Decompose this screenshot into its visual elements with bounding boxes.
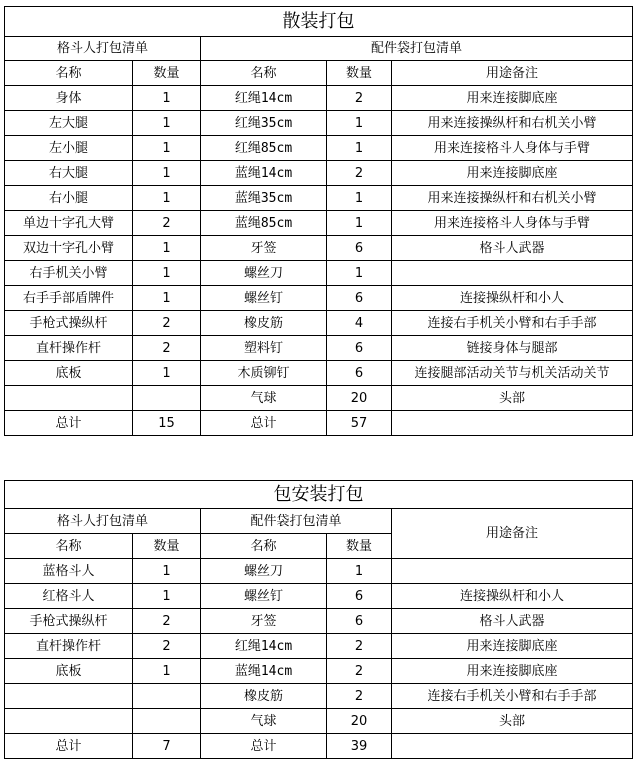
assembled-table-body <box>5 481 633 759</box>
fighter-part-name: 右手机关小臂 <box>5 261 133 286</box>
bag-item-qty: 20 <box>327 386 392 411</box>
table-row <box>5 136 633 161</box>
assembled-col-note: 用途备注 <box>392 509 633 559</box>
bag-item-name: 蓝绳85cm <box>201 211 327 236</box>
bag-item-name: 木质铆钉 <box>201 361 327 386</box>
bag-item-qty: 2 <box>327 161 392 186</box>
fighter-part-qty: 2 <box>133 336 201 361</box>
bag-item-qty: 2 <box>327 634 392 659</box>
table-row <box>5 86 633 111</box>
fighter-part-name: 右手手部盾牌件 <box>5 286 133 311</box>
usage-note: 用来连接脚底座 <box>392 86 633 111</box>
fighter-part-name: 身体 <box>5 86 133 111</box>
bulk-title: 散装打包 <box>5 7 633 37</box>
fighter-part-qty: 2 <box>133 634 201 659</box>
assembled-total-row <box>5 734 633 759</box>
fighter-part-qty: 1 <box>133 286 201 311</box>
fighter-part-qty: 2 <box>133 211 201 236</box>
bag-item-qty: 6 <box>327 286 392 311</box>
bag-item-qty: 1 <box>327 211 392 236</box>
bag-item-qty: 1 <box>327 111 392 136</box>
bag-item-qty: 1 <box>327 261 392 286</box>
table-row <box>5 634 633 659</box>
bulk-fighter-list-header: 格斗人打包清单 <box>5 37 201 61</box>
fighter-part-name: 手枪式操纵杆 <box>5 609 133 634</box>
table-row <box>5 659 633 684</box>
fighter-part-qty: 2 <box>133 311 201 336</box>
assembled-col-part-qty: 数量 <box>327 534 392 559</box>
fighter-part-qty: 1 <box>133 161 201 186</box>
fighter-part-qty <box>133 709 201 734</box>
fighter-part-qty: 1 <box>133 584 201 609</box>
bulk-table-body <box>5 7 633 436</box>
table-row <box>5 386 633 411</box>
table-row <box>5 286 633 311</box>
bulk-packing-table <box>4 6 633 436</box>
assembled-col-part-name: 名称 <box>201 534 327 559</box>
usage-note: 格斗人武器 <box>392 609 633 634</box>
fighter-part-qty: 1 <box>133 659 201 684</box>
assembled-packing-table <box>4 480 633 759</box>
usage-note: 用来连接操纵杆和右机关小臂 <box>392 111 633 136</box>
bag-item-qty: 4 <box>327 311 392 336</box>
assembled-fighter-total: 7 <box>133 734 201 759</box>
fighter-part-name: 底板 <box>5 659 133 684</box>
bag-item-qty: 1 <box>327 136 392 161</box>
table-row <box>5 161 633 186</box>
usage-note: 连接操纵杆和小人 <box>392 286 633 311</box>
fighter-part-name: 双边十字孔小臂 <box>5 236 133 261</box>
fighter-part-name <box>5 386 133 411</box>
usage-note <box>392 559 633 584</box>
bag-item-name: 牙签 <box>201 236 327 261</box>
usage-note: 连接腿部活动关节与机关活动关节 <box>392 361 633 386</box>
assembled-fighter-list-header: 格斗人打包清单 <box>5 509 201 534</box>
bag-item-qty: 6 <box>327 236 392 261</box>
bulk-total-note <box>392 411 633 436</box>
fighter-part-name: 左大腿 <box>5 111 133 136</box>
fighter-part-name: 红格斗人 <box>5 584 133 609</box>
bag-item-qty: 6 <box>327 609 392 634</box>
usage-note: 链接身体与腿部 <box>392 336 633 361</box>
usage-note: 连接右手机关小臂和右手手部 <box>392 684 633 709</box>
assembled-parts-total-label: 总计 <box>201 734 327 759</box>
bulk-parts-total: 57 <box>327 411 392 436</box>
bag-item-qty: 2 <box>327 86 392 111</box>
fighter-part-name: 右小腿 <box>5 186 133 211</box>
usage-note <box>392 261 633 286</box>
table-row <box>5 584 633 609</box>
table-row <box>5 709 633 734</box>
table-row <box>5 336 633 361</box>
assembled-total-label: 总计 <box>5 734 133 759</box>
bag-item-qty: 1 <box>327 559 392 584</box>
bag-item-name: 螺丝钉 <box>201 286 327 311</box>
fighter-part-qty: 1 <box>133 361 201 386</box>
fighter-part-name: 直杆操作杆 <box>5 336 133 361</box>
bulk-parts-bag-header: 配件袋打包清单 <box>201 37 633 61</box>
bag-item-qty: 6 <box>327 361 392 386</box>
usage-note: 用来连接脚底座 <box>392 161 633 186</box>
bag-item-qty: 6 <box>327 336 392 361</box>
fighter-part-name: 右大腿 <box>5 161 133 186</box>
bulk-col-part-qty: 数量 <box>327 61 392 86</box>
fighter-part-name: 单边十字孔大臂 <box>5 211 133 236</box>
bag-item-name: 塑料钉 <box>201 336 327 361</box>
bag-item-name: 红绳14cm <box>201 86 327 111</box>
fighter-part-name: 左小腿 <box>5 136 133 161</box>
usage-note: 用来连接格斗人身体与手臂 <box>392 136 633 161</box>
bag-item-name: 红绳35cm <box>201 111 327 136</box>
assembled-title: 包安装打包 <box>5 481 633 509</box>
fighter-part-name: 蓝格斗人 <box>5 559 133 584</box>
bag-item-name: 蓝绳14cm <box>201 659 327 684</box>
usage-note: 头部 <box>392 386 633 411</box>
fighter-part-qty: 1 <box>133 186 201 211</box>
bulk-total-row <box>5 411 633 436</box>
bag-item-name: 橡皮筋 <box>201 311 327 336</box>
fighter-part-name <box>5 709 133 734</box>
fighter-part-qty: 1 <box>133 86 201 111</box>
bag-item-name: 蓝绳35cm <box>201 186 327 211</box>
fighter-part-qty: 1 <box>133 559 201 584</box>
usage-note: 格斗人武器 <box>392 236 633 261</box>
bag-item-qty: 2 <box>327 684 392 709</box>
fighter-part-qty: 1 <box>133 136 201 161</box>
bag-item-name: 牙签 <box>201 609 327 634</box>
bag-item-qty: 1 <box>327 186 392 211</box>
assembled-total-note <box>392 734 633 759</box>
table-row <box>5 236 633 261</box>
table-row <box>5 609 633 634</box>
usage-note: 连接右手机关小臂和右手手部 <box>392 311 633 336</box>
usage-note: 用来连接操纵杆和右机关小臂 <box>392 186 633 211</box>
bag-item-name: 气球 <box>201 386 327 411</box>
usage-note: 用来连接格斗人身体与手臂 <box>392 211 633 236</box>
assembled-col-qty: 数量 <box>133 534 201 559</box>
bag-item-qty: 6 <box>327 584 392 609</box>
bag-item-qty: 2 <box>327 659 392 684</box>
bag-item-name: 螺丝刀 <box>201 261 327 286</box>
assembled-col-name: 名称 <box>5 534 133 559</box>
bag-item-qty: 20 <box>327 709 392 734</box>
fighter-part-name: 直杆操作杆 <box>5 634 133 659</box>
table-row <box>5 111 633 136</box>
table-row <box>5 211 633 236</box>
fighter-part-qty <box>133 684 201 709</box>
table-row <box>5 261 633 286</box>
bag-item-name: 红绳85cm <box>201 136 327 161</box>
usage-note: 用来连接脚底座 <box>392 634 633 659</box>
fighter-part-qty: 1 <box>133 111 201 136</box>
usage-note: 连接操纵杆和小人 <box>392 584 633 609</box>
bulk-col-note: 用途备注 <box>392 61 633 86</box>
table-row <box>5 311 633 336</box>
fighter-part-qty <box>133 386 201 411</box>
bulk-total-label: 总计 <box>5 411 133 436</box>
usage-note: 用来连接脚底座 <box>392 659 633 684</box>
fighter-part-name: 手枪式操纵杆 <box>5 311 133 336</box>
bulk-col-qty: 数量 <box>133 61 201 86</box>
fighter-part-name <box>5 684 133 709</box>
fighter-part-qty: 1 <box>133 236 201 261</box>
bulk-col-name: 名称 <box>5 61 133 86</box>
table-row <box>5 186 633 211</box>
bulk-parts-total-label: 总计 <box>201 411 327 436</box>
assembled-parts-total: 39 <box>327 734 392 759</box>
table-row <box>5 559 633 584</box>
bag-item-name: 气球 <box>201 709 327 734</box>
bag-item-name: 蓝绳14cm <box>201 161 327 186</box>
fighter-part-qty: 2 <box>133 609 201 634</box>
table-row <box>5 361 633 386</box>
fighter-part-name: 底板 <box>5 361 133 386</box>
bag-item-name: 红绳14cm <box>201 634 327 659</box>
bulk-fighter-total: 15 <box>133 411 201 436</box>
bag-item-name: 螺丝刀 <box>201 559 327 584</box>
bag-item-name: 橡皮筋 <box>201 684 327 709</box>
usage-note: 头部 <box>392 709 633 734</box>
fighter-part-qty: 1 <box>133 261 201 286</box>
table-row <box>5 684 633 709</box>
bag-item-name: 螺丝钉 <box>201 584 327 609</box>
bulk-col-part-name: 名称 <box>201 61 327 86</box>
assembled-parts-bag-header: 配件袋打包清单 <box>201 509 392 534</box>
